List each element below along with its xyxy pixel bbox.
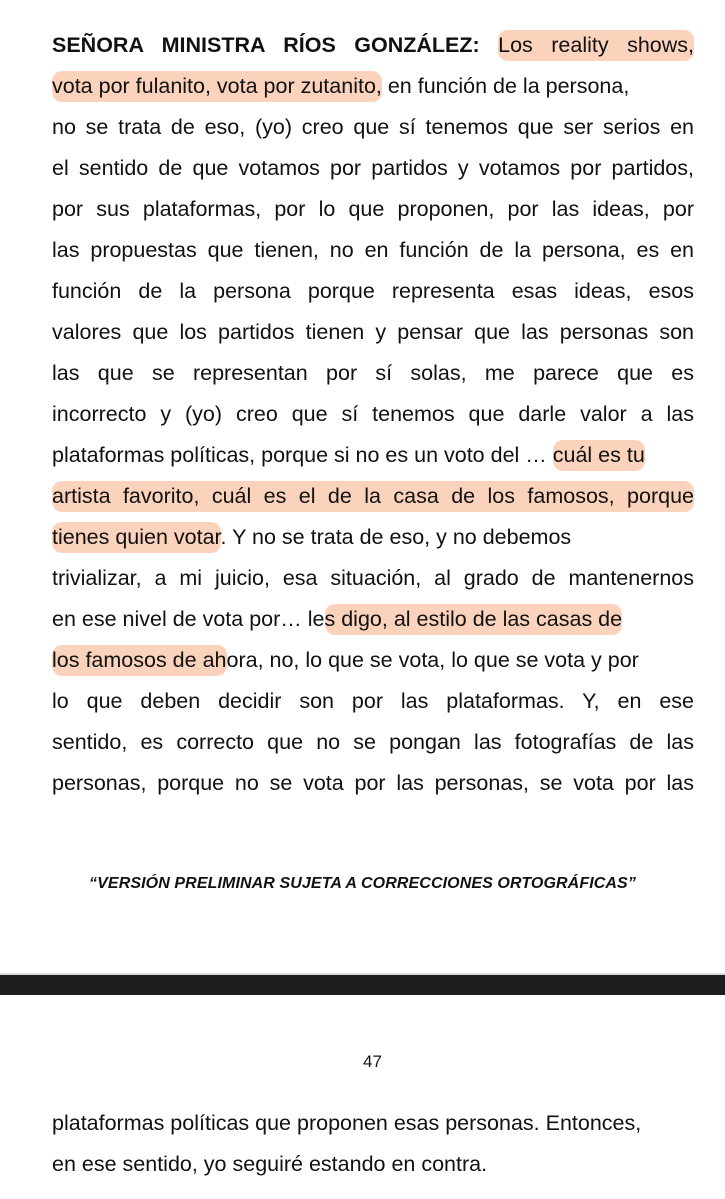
text-line bbox=[52, 442, 694, 469]
text-run: lo que deben decidir son por las plataformas. Y, en ese bbox=[52, 689, 694, 713]
text-run: plataformas políticas, porque si no es un voto del … bbox=[52, 443, 553, 467]
text-run: plataformas políticas que proponen esas personas. Entonces, bbox=[52, 1111, 642, 1135]
text-line bbox=[52, 114, 694, 141]
text-run: trivializar, a mi juicio, esa situación, al grado de mantenernos bbox=[52, 566, 694, 590]
highlighted-text: cuál es tu bbox=[553, 440, 645, 471]
text-run: sentido, es correcto que no se pongan las fotografías de las bbox=[52, 730, 694, 754]
text-line bbox=[52, 73, 694, 100]
text-run: por sus plataformas, por lo que proponen, por las ideas, por bbox=[52, 197, 694, 221]
text-line bbox=[52, 483, 694, 510]
text-run: el sentido de que votamos por partidos y votamos por partidos, bbox=[52, 156, 694, 180]
text-run: incorrecto y (yo) creo que sí tenemos que darle valor a las bbox=[52, 402, 694, 426]
text-line bbox=[52, 196, 694, 223]
text-line bbox=[52, 237, 694, 264]
highlighted-text: artista favorito, cuál es el de la casa de los famosos, porque bbox=[52, 481, 694, 512]
text-line bbox=[52, 606, 694, 633]
text-line bbox=[52, 729, 694, 756]
text-run: en ese nivel de vota por… le bbox=[52, 607, 325, 631]
text-run: personas, porque no se vota por las personas, se vota por las bbox=[52, 771, 694, 795]
text-line bbox=[52, 1151, 694, 1178]
text-line bbox=[52, 401, 694, 428]
text-line bbox=[52, 565, 694, 592]
highlighted-text: los famosos de ah bbox=[52, 645, 227, 676]
text-line bbox=[52, 770, 694, 797]
text-line bbox=[52, 278, 694, 305]
text-run: no se trata de eso, (yo) creo que sí tenemos que ser serios en bbox=[52, 115, 694, 139]
text-run: las que se representan por sí solas, me parece que es bbox=[52, 361, 694, 385]
highlighted-text: s digo, al estilo de las casas de bbox=[325, 604, 623, 635]
highlighted-text: Los reality shows, bbox=[498, 30, 694, 61]
text-run: en función de la persona, bbox=[381, 74, 630, 98]
highlighted-text: tienes quien votar bbox=[52, 522, 221, 553]
text-run: en ese sentido, yo seguiré estando en contra. bbox=[52, 1152, 488, 1176]
page-number: 47 bbox=[363, 1052, 382, 1071]
text-run: . Y no se trata de eso, y no debemos bbox=[220, 525, 572, 549]
speaker-name: SEÑORA MINISTRA RÍOS GONZÁLEZ: bbox=[52, 33, 480, 57]
text-line bbox=[52, 155, 694, 182]
text-line bbox=[52, 647, 694, 674]
highlighted-text: vota por fulanito, vota por zutanito, bbox=[52, 71, 382, 102]
text-line bbox=[52, 32, 694, 59]
text-line bbox=[52, 524, 694, 551]
text-run: las propuestas que tienen, no en función de la persona, es en bbox=[52, 238, 694, 262]
preliminary-version-note: “VERSIÓN PRELIMINAR SUJETA A CORRECCIONES ORTOGRÁFICAS” bbox=[89, 875, 636, 892]
page-divider bbox=[0, 975, 725, 995]
text-line bbox=[52, 1110, 694, 1137]
text-line bbox=[52, 688, 694, 715]
text-line bbox=[52, 319, 694, 346]
text-run: función de la persona porque representa esas ideas, esos bbox=[52, 279, 694, 303]
text-run: valores que los partidos tienen y pensar que las personas son bbox=[52, 320, 694, 344]
text-run: ora, no, lo que se vota, lo que se vota y por bbox=[226, 648, 639, 672]
text-line bbox=[52, 360, 694, 387]
